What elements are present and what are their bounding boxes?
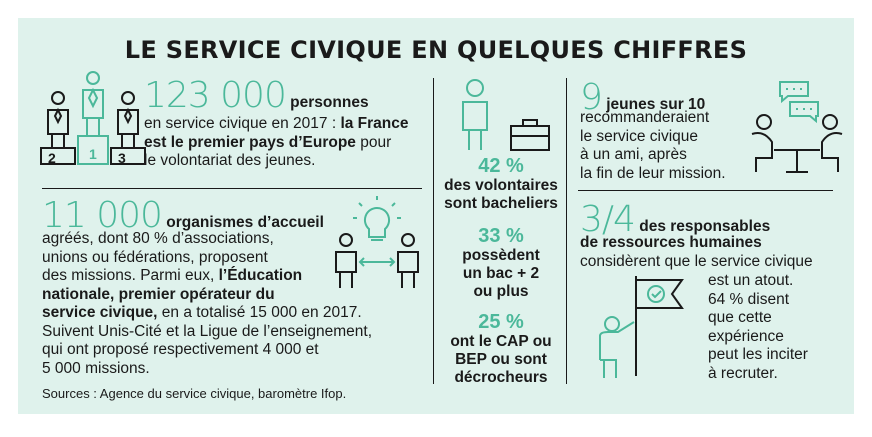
right2-number-label: des responsables bbox=[634, 218, 771, 235]
podium-rank-3: 3 bbox=[118, 150, 126, 166]
sources: Sources : Agence du service civique, baromètre Ifop. bbox=[42, 386, 347, 401]
infographic-panel bbox=[18, 18, 854, 414]
block2-line6: Suivent Unis-Cité et la Ligue de l’enseignement, bbox=[42, 322, 372, 340]
block1-text bbox=[144, 115, 409, 171]
block1-line3: le volontariat des jeunes. bbox=[144, 152, 316, 169]
block2-line1: agréés, dont 80 % d’associations, bbox=[42, 230, 274, 247]
right2-line4: que cette bbox=[708, 309, 772, 326]
right2-line3: 64 % disent bbox=[708, 290, 789, 308]
block2-number-label: organismes d’accueil bbox=[161, 214, 324, 231]
block2-line8: 5 000 missions. bbox=[42, 359, 150, 377]
right2-line1: considèrent que le service civique bbox=[580, 253, 813, 270]
block1-number-label: personnes bbox=[285, 94, 369, 111]
stat-33 bbox=[436, 225, 566, 301]
stat-33-label-3: ou plus bbox=[473, 283, 529, 300]
block2-line4-bold: nationale, premier opérateur du bbox=[42, 285, 275, 303]
right2-line6: peut les inciter bbox=[708, 346, 808, 363]
right2-line2: est un atout. bbox=[708, 272, 794, 289]
flag-check-icon bbox=[590, 272, 700, 382]
block2-line2: unions ou fédérations, proposent bbox=[42, 248, 268, 266]
stat-25-label-1: ont le CAP ou bbox=[450, 333, 552, 350]
block2-number: 11 000 bbox=[42, 195, 162, 236]
right2-text bbox=[708, 272, 808, 383]
middle-stats bbox=[436, 155, 566, 387]
stat-33-label-1: possèdent bbox=[462, 247, 540, 264]
block1-line1: en service civique en 2017 : bbox=[144, 115, 341, 132]
right2-line5: expérience bbox=[708, 327, 784, 345]
divider-left bbox=[42, 188, 422, 189]
right1-text bbox=[580, 109, 726, 183]
divider-vertical-1 bbox=[433, 78, 434, 384]
person-briefcase-icon bbox=[445, 78, 555, 153]
right2-number: 3/4 bbox=[580, 199, 635, 240]
idea-exchange-icon bbox=[332, 200, 422, 290]
stat-42 bbox=[436, 155, 566, 213]
block1-bold2: est le premier pays d’Europe bbox=[144, 133, 356, 151]
stat-25-label-2: BEP ou sont bbox=[455, 351, 547, 368]
stat-25-value: 25 % bbox=[478, 311, 524, 333]
stat-42-label-2: sont bacheliers bbox=[444, 195, 558, 212]
stat-42-label-1: des volontaires bbox=[444, 177, 558, 194]
right1-line2: le service civique bbox=[580, 127, 699, 145]
divider-vertical-2 bbox=[566, 78, 567, 384]
right1-number: 9 bbox=[580, 77, 602, 118]
right2-bold-line2: de ressources humaines bbox=[580, 234, 762, 251]
stat-33-label-2: un bac + 2 bbox=[462, 265, 540, 282]
block2-line3: des missions. Parmi eux, bbox=[42, 267, 219, 284]
block2-headline bbox=[42, 195, 324, 236]
block1-after-bold2: pour bbox=[355, 133, 392, 151]
block2-line5: en a totalisé 15 000 en 2017. bbox=[157, 304, 362, 321]
stat-42-value: 42 % bbox=[478, 155, 524, 177]
block1-headline bbox=[144, 75, 369, 116]
stat-33-value: 33 % bbox=[478, 225, 524, 247]
right1-line1: recommanderaient bbox=[580, 109, 710, 126]
podium-rank-1: 1 bbox=[89, 146, 97, 162]
right2-line7: à recruter. bbox=[708, 364, 778, 382]
podium-rank-2: 2 bbox=[48, 150, 56, 166]
block1-bold1: la France bbox=[340, 115, 409, 132]
right1-line3: à un ami, après bbox=[580, 146, 687, 163]
stat-25-label-3: décrocheurs bbox=[454, 369, 548, 386]
right1-number-label: jeunes sur 10 bbox=[601, 96, 706, 113]
stat-25 bbox=[436, 311, 566, 387]
page-title: LE SERVICE CIVIQUE EN QUELQUES CHIFFRES bbox=[124, 36, 748, 64]
block1-number: 123 000 bbox=[144, 75, 286, 116]
conversation-icon bbox=[746, 80, 846, 180]
block2-line3-bold: l’Éducation bbox=[218, 267, 303, 284]
right2-headline bbox=[580, 199, 771, 240]
right1-line4: la fin de leur mission. bbox=[580, 164, 726, 182]
block2-text bbox=[42, 230, 372, 378]
block2-line5-bold: service civique, bbox=[42, 304, 158, 321]
divider-right bbox=[578, 190, 833, 191]
block2-line7: qui ont proposé respectivement 4 000 et bbox=[42, 341, 319, 358]
